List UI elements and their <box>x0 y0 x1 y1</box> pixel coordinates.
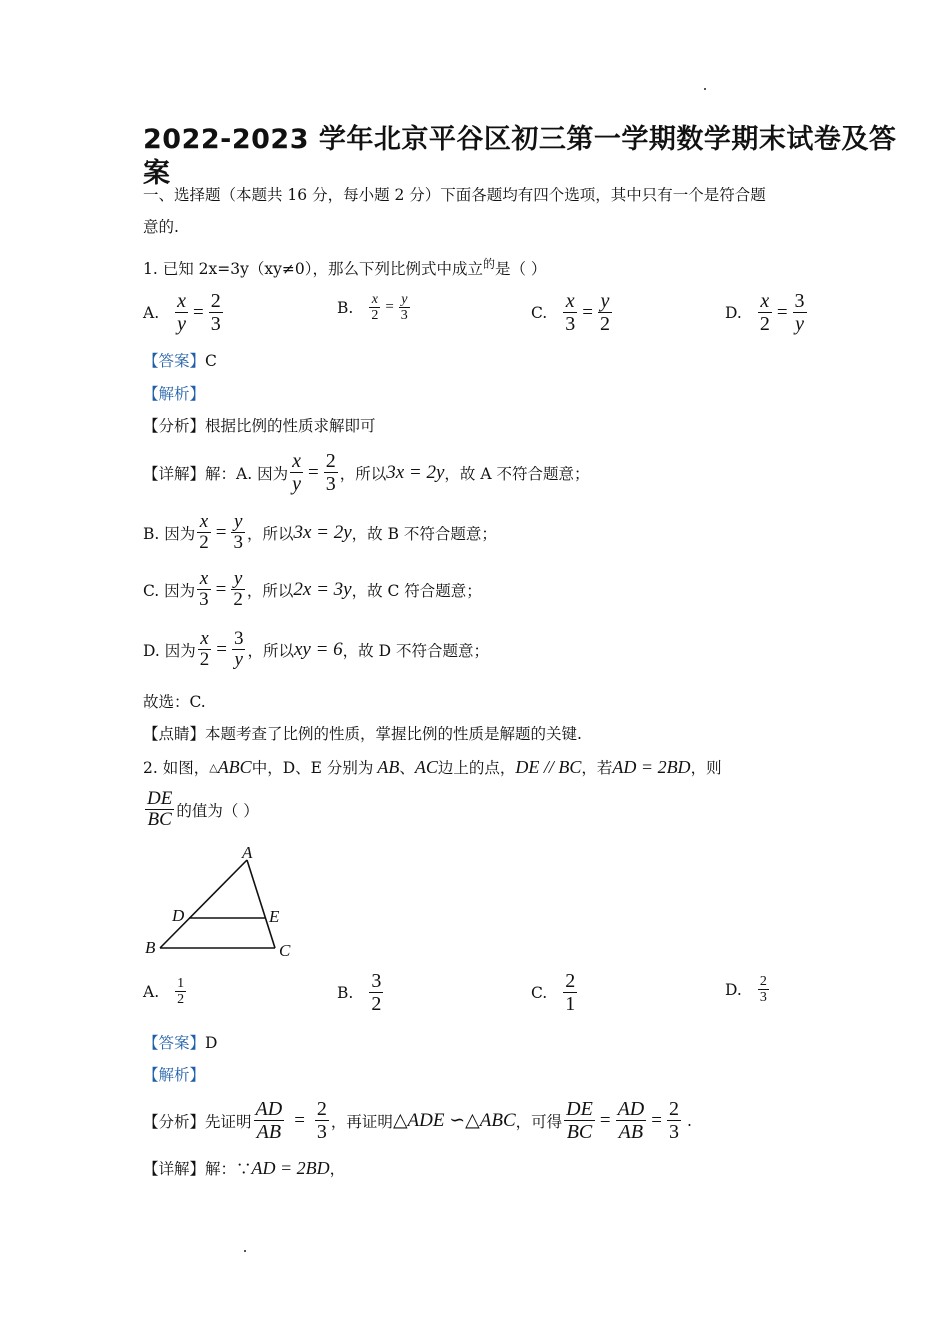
frac-num: 2 <box>325 450 336 472</box>
frac-num: x <box>199 511 209 532</box>
detail-prefix: 解：A. 因为 <box>205 464 289 483</box>
frac-den: 2 <box>233 589 243 610</box>
frac-num: 3 <box>794 290 805 312</box>
frac-den: 3 <box>565 313 576 335</box>
q1-stem-tail: 是（ ） <box>494 260 547 279</box>
q1-option-d: D. $\frac{x}{2}$ = $\frac{3}{y}$ <box>725 290 805 335</box>
frac-den: y <box>795 313 804 335</box>
label-c: C <box>279 941 291 960</box>
option-label: B. <box>337 298 354 317</box>
frac-num: x <box>371 292 378 307</box>
q2-stem-text: 的值为（ ） <box>176 801 259 820</box>
label-d: D <box>172 906 185 925</box>
frac-den: 3 <box>325 473 336 495</box>
q2-option-c <box>531 970 579 1015</box>
q1-answer <box>143 349 217 371</box>
answer-tag: 【答案】 <box>143 1034 206 1052</box>
frac-num: DE <box>566 1098 593 1120</box>
q1-stem <box>143 255 546 279</box>
option-label: B. <box>337 983 354 1002</box>
frac-den: 2 <box>599 313 610 335</box>
detail-prefix: B. 因为 <box>143 524 196 543</box>
frac-num: DE <box>147 788 173 809</box>
period: . <box>686 1111 692 1130</box>
frac-den: BC <box>147 809 172 830</box>
scan-speck <box>704 88 706 90</box>
fenxi-text: ，再证明 <box>330 1112 393 1131</box>
detail-prefix: C. 因为 <box>143 581 196 600</box>
detail-mid: ，所以 <box>247 641 294 660</box>
detail-tag: 【详解】 <box>143 464 206 483</box>
q1-stem-sup: 的 <box>482 257 495 271</box>
q2-stem-text: ，若 <box>581 759 613 777</box>
q2-detail <box>143 1157 345 1179</box>
label-a: A <box>242 843 253 862</box>
frac-num: AD <box>255 1098 283 1120</box>
frac-den: 3 <box>233 532 243 553</box>
detail-mid: ，所以 <box>339 464 387 483</box>
detail-tail: ， <box>329 1160 346 1178</box>
scan-speck <box>244 1250 246 1252</box>
q2-stem-text: 中，D、E 分别为 <box>251 759 374 777</box>
frac-den: 3 <box>316 1121 327 1143</box>
dianjing-tag: 【点睛】 <box>143 725 206 743</box>
math-ac: AC <box>414 756 438 777</box>
frac-den: 2 <box>371 993 382 1015</box>
q1-conclusion: 故选：C. <box>143 693 206 711</box>
q1-detail-d: D. 因为 $\frac{x}{2}$ = $\frac{3}{y}$ ，所以 xy = 6 ，故 D 不符合题意； <box>143 628 489 670</box>
q2-stem-text: 2. 如图， <box>143 759 210 777</box>
fenxi-text: ，可得 <box>515 1112 563 1131</box>
frac-num: y <box>233 568 243 589</box>
fenxi-tag: 【分析】 <box>143 417 206 435</box>
option-label: D. <box>725 303 742 322</box>
frac-num: y <box>234 511 243 532</box>
fenxi-text: 根据比例的性质求解即可 <box>205 417 376 435</box>
frac-num: 3 <box>371 970 382 992</box>
frac-den: 2 <box>199 649 210 670</box>
detail-eq: 2x = 3y <box>293 578 352 600</box>
math-abc: ABC <box>217 756 252 777</box>
q1-fenxi <box>143 414 376 436</box>
frac-den: 2 <box>199 532 209 553</box>
frac-num: AD <box>617 1098 645 1120</box>
fenxi-tag: 【分析】 <box>143 1112 206 1131</box>
frac-num: 2 <box>565 970 576 992</box>
answer-value: D <box>205 1034 218 1052</box>
frac-num: 1 <box>177 976 185 991</box>
q2-stem-text: ，则 <box>690 759 722 777</box>
frac-num: x <box>177 290 187 312</box>
detail-eq: xy = 6 <box>293 638 343 660</box>
frac-num: 2 <box>759 974 767 989</box>
frac-num: y <box>401 292 408 307</box>
q2-option-b <box>337 970 385 1015</box>
frac-den: 3 <box>199 589 209 610</box>
frac-den: AB <box>256 1121 282 1143</box>
q2-stem-cont <box>143 789 259 830</box>
label-b: B <box>145 938 156 957</box>
frac-num: x <box>565 290 575 312</box>
detail-mid: ，所以 <box>246 524 294 543</box>
separator: 、 <box>399 759 415 777</box>
frac-num: 2 <box>316 1098 327 1120</box>
fenxi-text: 先证明 <box>205 1112 252 1131</box>
dianjing-text: 本题考查了比例的性质，掌握比例的性质是解题的关键. <box>205 725 582 743</box>
detail-eq: AD = 2BD <box>251 1157 330 1178</box>
frac-den: AB <box>618 1121 644 1143</box>
detail-text: 解：∵ <box>205 1160 252 1178</box>
frac-den: 3 <box>668 1121 679 1143</box>
q2-stem-text: 边上的点， <box>437 759 516 777</box>
section-heading-cont: 意的. <box>143 218 179 236</box>
frac-den: 2 <box>759 313 770 335</box>
option-label: C. <box>531 983 548 1002</box>
detail-tail: ，故 D 不符合题意； <box>342 641 489 660</box>
q1-detail-b: B. 因为 $\frac{x}{2}$ = $\frac{y}{3}$ ，所以 3x = 2y ，故 B 不符合题意； <box>143 511 497 553</box>
q2-option-d <box>725 974 771 1005</box>
section-heading: 一、选择题（本题共 16 分，每小题 2 分）下面各题均有四个选项，其中只有一个是符合题 <box>143 186 766 204</box>
math-condition: AD = 2BD <box>612 756 691 777</box>
q1-detail-a: 【详解】 解：A. 因为 $\frac{x}{y}$ = $\frac{2}{3}$ ，所以 3x = 2y ，故 A 不符合题意； <box>143 450 590 495</box>
frac-num: y <box>600 290 610 312</box>
triangle-figure <box>135 840 305 965</box>
frac-num: x <box>760 290 770 312</box>
math-parallel: DE // BC <box>515 756 582 777</box>
detail-tail: ，故 B 不符合题意； <box>351 524 497 543</box>
q1-stem-text: 1. 已知 2x=3y（xy≠0），那么下列比例式中成立 <box>143 260 483 279</box>
frac-den: y <box>292 473 301 495</box>
frac-num: 3 <box>233 628 244 649</box>
frac-den: BC <box>566 1121 593 1143</box>
similar-triangles: △ADE ∽△ABC <box>392 1110 516 1131</box>
label-e: E <box>269 907 280 926</box>
frac-den: y <box>234 649 243 670</box>
side-ab <box>160 860 247 948</box>
q1-analysis-tag: 【解析】 <box>143 385 206 403</box>
detail-eq: 3x = 2y <box>293 521 352 543</box>
detail-tag: 【详解】 <box>143 1160 206 1178</box>
frac-den: 3 <box>400 308 408 323</box>
option-label: A. <box>143 303 160 322</box>
detail-tail: ，故 A 不符合题意； <box>444 464 590 483</box>
option-label: A. <box>143 982 160 1001</box>
q1-option-b: B. $\frac{x}{2}$ = $\frac{y}{3}$ <box>337 292 408 323</box>
q2-stem <box>143 756 722 778</box>
q2-option-a <box>143 976 188 1007</box>
side-ac <box>247 860 275 948</box>
frac-den: 3 <box>210 313 221 335</box>
detail-prefix: D. 因为 <box>143 641 196 660</box>
answer-value: C <box>205 352 217 370</box>
q1-option-a: A. $\frac{x}{y}$ = $\frac{2}{3}$ <box>143 290 221 335</box>
q1-option-c: C. $\frac{x}{3}$ = $\frac{y}{2}$ <box>531 290 610 335</box>
frac-den: 2 <box>371 308 379 323</box>
q2-fenxi: 【分析】 先证明 $\frac{AD}{AB}$ = $\frac{2}{3}$ ，再证明 △ADE ∽△ABC ，可得 $\frac{DE}{BC}$ = $\frac{AD}{AB}$ = $\frac{2}{3}$ . <box>143 1098 692 1143</box>
equals-sign: = <box>294 1109 305 1131</box>
detail-mid: ，所以 <box>246 581 294 600</box>
answer-tag: 【答案】 <box>143 352 206 370</box>
frac-num: x <box>200 628 209 649</box>
q1-dianjing <box>143 722 582 744</box>
option-label: C. <box>531 303 548 322</box>
frac-num: 2 <box>210 290 221 312</box>
math-ab: AB <box>377 756 400 777</box>
detail-eq: 3x = 2y <box>386 461 445 483</box>
q2-answer <box>143 1031 217 1053</box>
frac-den: 2 <box>177 992 185 1007</box>
triangle-symbol: △ <box>209 760 218 774</box>
frac-den: y <box>177 313 187 335</box>
frac-den: 3 <box>759 990 767 1005</box>
frac-num: 2 <box>668 1098 679 1120</box>
q2-analysis-tag: 【解析】 <box>143 1066 206 1084</box>
option-label: D. <box>725 980 742 999</box>
page-title: 2022-2023 学年北京平谷区初三第一学期数学期末试卷及答 <box>143 124 897 155</box>
frac-den: 1 <box>565 993 576 1015</box>
detail-tail: ，故 C 符合题意； <box>351 581 482 600</box>
frac-num: x <box>292 450 301 472</box>
page-title-cont: 案 <box>143 158 171 189</box>
q1-detail-c: C. 因为 $\frac{x}{3}$ = $\frac{y}{2}$ ，所以 2x = 3y ，故 C 符合题意； <box>143 568 482 610</box>
frac-num: x <box>199 568 209 589</box>
